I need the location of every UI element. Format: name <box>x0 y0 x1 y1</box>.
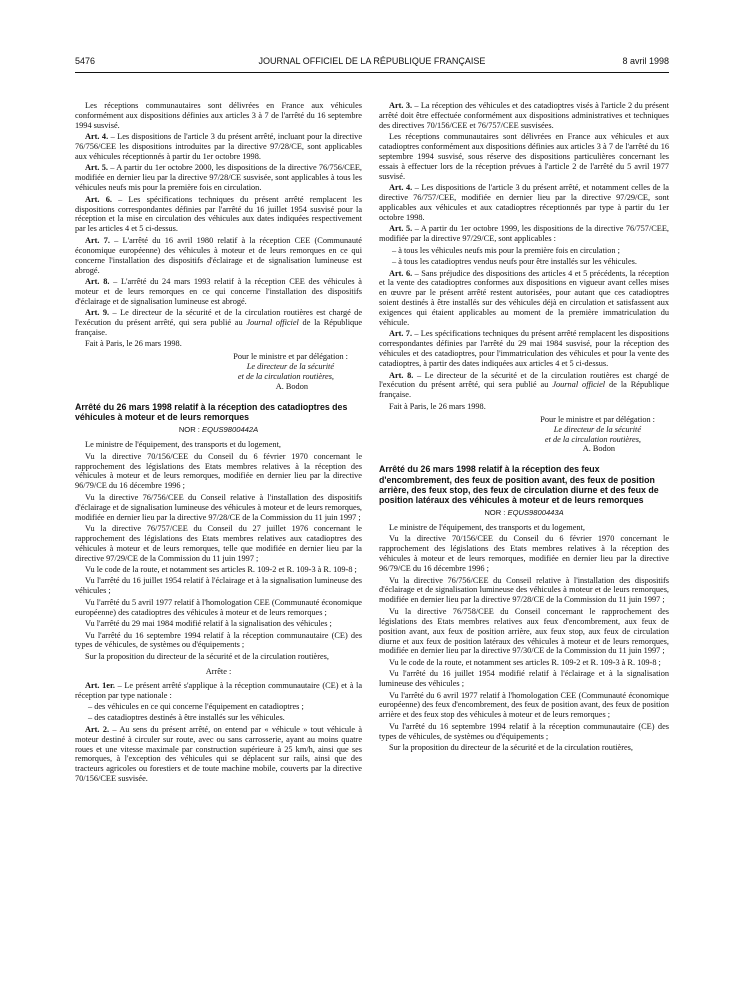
article <box>75 236 362 276</box>
paragraph: Les réceptions communautaires sont délivrées en France aux véhicules et aux catadioptres conformément aux dispositions définies aux articles 3 à 7 de l'arrêté du 16 septembre 1994 susvisé, sous réserve des dispositions particulières concernant les essais à effectuer lors de la réception prévues à l'article 2 de l'arrêté du 5 avril 1977 susvisé. <box>379 132 669 181</box>
visa: Vu l'arrêté du 5 avril 1977 relatif à l'homologation CEE (Communauté économique européenne) des catadioptres des véhicules à moteur et de leurs remorques ; <box>75 597 362 617</box>
nor-reference <box>379 508 669 518</box>
visa: Vu l'arrêté du 29 mai 1984 modifié relatif à la signalisation des véhicules ; <box>85 619 332 629</box>
visa: Vu la directive 70/156/CEE du Conseil du 6 février 1970 concernant le rapprochement des législations des Etats membres relatives à la réception des véhicules à moteur et de leurs remorques, modifiée en dernier lieu par la directive 96/79/CE du 16 décembre 1996 ; <box>75 451 362 491</box>
visa: Sur la proposition du directeur de la sécurité et de la circulation routières, <box>85 651 329 661</box>
signature-line: Le directeur de la sécurité <box>553 424 641 434</box>
article <box>75 163 362 193</box>
article <box>379 371 669 401</box>
visa: Vu l'arrêté du 16 juillet 1954 modifié relatif à l'éclairage et à la signalisation lumineuse des véhicules ; <box>379 669 669 689</box>
article-label: Art. 4. <box>85 132 109 142</box>
nor-code: EQUS9800443A <box>507 508 564 518</box>
right-column <box>379 101 669 754</box>
journal-title: JOURNAL OFFICIEL DE LA RÉPUBLIQUE FRANÇAISE <box>258 56 486 66</box>
article-text: – A partir du 1er octobre 2000, les dispositions de la directive 76/756/CEE, modifiée en dernier lieu par la directive 97/28/CE susvisée, sont applicables à tous les véhicules neufs mis pour la première fois en circulation. <box>75 163 362 193</box>
article-text: – Les dispositions de l'article 3 du présent arrêté, et notamment celles de la directive 76/757/CEE, modifiée en dernier lieu par la directive 97/29/CE, sont applicables aux véhicules et aux catadioptres réceptionnés par type à partir du 1er octobre 1998. <box>379 183 669 222</box>
visa: Vu l'arrêté du 6 avril 1977 relatif à l'homologation CEE (Communauté économique européenne) des feux d'encombrement, des feux de position avant, des feux de position arrière et des feux stop des véhicules à moteur et de leurs remorques ; <box>379 690 669 720</box>
article-text: de la République française. <box>379 380 669 400</box>
visa: Sur la proposition du directeur de la sécurité et de la circulation routières, <box>389 743 633 753</box>
signature-line: et de la circulation routières, <box>237 372 334 382</box>
arrete-heading: Arrête : <box>205 666 232 676</box>
signature-line: Le directeur de la sécurité <box>246 362 334 372</box>
article <box>75 195 362 235</box>
visa: Vu la directive 76/756/CEE du Conseil relative à l'installation des dispositifs d'éclairage et de signalisation lumineuse des véhicules à moteur et de leurs remorques, modifiée en dernier lieu par la directive 97/28/CE de la Commission du 11 juin 1997 ; <box>75 492 362 522</box>
article <box>379 101 669 131</box>
nor-reference <box>75 425 362 435</box>
article <box>379 183 669 223</box>
article-text: – A partir du 1er octobre 1999, les dispositions de la directive 76/757/CEE, modifiée par la directive 97/29/CE, sont applicables : <box>379 224 670 244</box>
signature-place-date: Fait à Paris, le 26 mars 1998. <box>389 401 486 411</box>
article-label: Art. 1er. <box>85 680 115 690</box>
journal-name: Journal officiel <box>552 380 606 390</box>
visa: Vu la directive 70/156/CEE du Conseil du 6 février 1970 concernant le rapprochement des législations des Etats membres relatives à la réception des véhicules à moteur et de leurs remorques, modifiée en dernier lieu par la directive 96/79/CE du 16 décembre 1996 ; <box>379 534 669 574</box>
nor-label: NOR : <box>178 425 203 435</box>
article <box>75 132 362 162</box>
decree-title: Arrêté du 26 mars 1998 relatif à la réception des catadioptres des véhicules à moteur et de leurs remorques <box>75 401 348 423</box>
visa: Vu le code de la route, et notamment ses articles R. 109-2 et R. 109-3 à R. 109-8 ; <box>389 657 661 667</box>
article-label: Art. 5. <box>85 163 109 173</box>
page-number: 5476 <box>75 56 96 66</box>
article <box>379 329 669 369</box>
visa: Vu le code de la route, et notamment ses articles R. 109-2 et R. 109-3 à R. 109-8 ; <box>85 565 357 575</box>
article-text: – Les dispositions de l'article 3 du présent arrêté, incluant pour la directive 76/756/CEE les dispositions introduites par la directive 97/28/CE, sont applicables aux véhicules réceptionnés à partir du 1er octobre 1998. <box>75 132 362 162</box>
article-label: Art. 9. <box>85 308 110 318</box>
visa: Le ministre de l'équipement, des transports et du logement, <box>85 440 281 450</box>
article-label: Art. 2. <box>85 724 110 734</box>
article-label: Art. 3. <box>389 101 413 110</box>
article-text: – Les spécifications techniques du présent arrêté remplacent les dispositions correspondantes définies par l'arrêté du 29 mai 1984 susvisé, pour la réception des véhicules et des catadioptres, pour l'immatriculation des véhicules et pour la vente des catadioptres, à partir des dates indiquées aux articles 4 et 5 ci-dessus. <box>379 329 669 369</box>
article-text: – Les spécifications techniques du présent arrêté remplacent les dispositions correspondantes définies par l'arrêté du 16 juillet 1954 susvisé pour la réception et la mise en circulation des véhicules aux dates indiquées respectivement par les articles 4 et 5 ci-dessus. <box>75 194 362 234</box>
signatory-name: A. Bodon <box>582 444 615 454</box>
signature-line: Pour le ministre et par délégation : <box>540 414 655 424</box>
signature-line: Pour le ministre et par délégation : <box>233 352 348 362</box>
article <box>379 269 669 328</box>
article-text: – Au sens du présent arrêté, on entend par « véhicule » tout véhicule à moteur destiné à circuler sur route, avec ou sans carrosserie, ayant au moins quatre roues et une vitesse maximale par construction supérieure à 25 km/h, ainsi que ses remorques, à l'exception des véhicules qui se déplacent sur rails, ainsi que des tracteurs agricoles ou forestiers et de toute machine mobile, couverts par la directive 70/156/CEE susvisée. <box>75 724 363 784</box>
decree-title: Arrêté du 26 mars 1998 relatif à la réception des feux d'encombrement, des feux de position avant, des feux de position arrière, des feux stop, des feux de circulation diurne et des feux de position latéraux des véhicules à moteur et de leurs remorques <box>379 464 659 505</box>
article <box>75 681 362 701</box>
paragraph: Les réceptions communautaires sont délivrées en France aux véhicules conformément aux dispositions définies aux articles 3 à 7 de l'arrêté du 16 septembre 1994 susvisé. <box>75 101 362 130</box>
article-label: Art. 4. <box>389 183 413 193</box>
article <box>75 277 362 307</box>
article-text: de la République française. <box>75 318 362 337</box>
article-text: – L'arrêté du 16 avril 1980 relatif à la réception CEE (Communauté économique européenne) des véhicules à moteur et de leurs remorques en ce qui concerne l'installation des dispositifs d'éclairage et de signalisation lumineuse est abrogé. <box>75 235 362 275</box>
journal-name: Journal officiel <box>246 318 299 328</box>
article-label: Art. 7. <box>85 235 110 245</box>
list-item: – à tous les catadioptres vendus neufs pour être installés sur les véhicules. <box>392 257 637 267</box>
article-text: – Le directeur de la sécurité et de la circulation routières est chargé de l'exécution du présent arrêté, qui sera publié au <box>75 308 362 328</box>
list-item: – à tous les véhicules neufs mis pour la première fois en circulation ; <box>392 245 620 255</box>
signatory-name: A. Bodon <box>275 381 308 391</box>
article-text: – L'arrêté du 24 mars 1993 relatif à la réception CEE des véhicules à moteur et de leurs remorques en ce qui concerne l'installation des dispositifs d'éclairage et de signalisation lumineuse est abrogé. <box>75 276 362 306</box>
nor-label: NOR : <box>484 508 508 518</box>
article-label: Art. 8. <box>85 276 110 286</box>
signature-block <box>379 415 669 455</box>
article-label: Art. 7. <box>389 329 413 339</box>
article <box>75 308 362 338</box>
article-text: – La réception des véhicules et des catadioptres visés à l'article 2 du présent arrêté doit être effectuée conformément aux dispositions administratives et techniques des directives 70/156/CEE et 76/757/CEE susvisées. <box>379 101 669 130</box>
article-label: Art. 8. <box>389 370 414 380</box>
issue-date: 8 avril 1998 <box>622 56 669 66</box>
signature-line: et de la circulation routières, <box>544 434 641 444</box>
visa: Vu l'arrêté du 16 septembre 1994 relatif à la réception communautaire (CE) des types de véhicules, de systèmes ou d'équipements ; <box>379 721 669 741</box>
article-label: Art. 6. <box>389 268 413 278</box>
visa: Vu la directive 76/758/CEE du Conseil concernant le rapprochement des législations des Etats membres relatives aux feux d'encombrement, aux feux de position avant, aux feux de position arrière, aux feux stop, aux feux de circulation diurne et aux feux de position latéraux des véhicules à moteur et de leurs remorques, modifiée en dernier lieu par la directive 97/30/CE de la Commission du 11 juin 1997 ; <box>379 606 669 656</box>
visa: Vu l'arrêté du 16 septembre 1994 relatif à la réception communautaire (CE) des types de véhicules, de systèmes ou d'équipements ; <box>75 630 362 650</box>
visa: Vu l'arrêté du 16 juillet 1954 relatif à l'éclairage et à la signalisation lumineuse des véhicules ; <box>75 576 362 596</box>
nor-code: EQUS9800442A <box>202 425 259 435</box>
header-rule <box>75 72 669 73</box>
page-header <box>75 56 669 70</box>
signature-place-date: Fait à Paris, le 26 mars 1998. <box>85 339 182 349</box>
article-label: Art. 5. <box>389 224 413 234</box>
article <box>379 224 669 244</box>
visa: Vu la directive 76/756/CEE du Conseil relative à l'installation des dispositifs d'éclairage et de signalisation lumineuse des véhicules à moteur et de leurs remorques, modifiée en dernier lieu par la directive 97/28/CE de la Commission du 11 juin 1997 ; <box>379 575 669 605</box>
left-column <box>75 101 362 786</box>
signature-block <box>75 352 362 392</box>
visa: Le ministre de l'équipement, des transports et du logement, <box>389 523 585 533</box>
article-label: Art. 6. <box>85 194 112 204</box>
article-text: – Le directeur de la sécurité et de la circulation routières est chargé de l'exécution du présent arrêté, qui sera publié au <box>379 370 670 390</box>
list-item: – des catadioptres destinés à être installés sur les véhicules. <box>88 713 285 723</box>
article-text: – Sans préjudice des dispositions des articles 4 et 5 précédents, la réception et la vente des catadioptres conformes aux dispositions en vigueur avant celles mises en œuvre par le présent arrêté restent autorisées, pour autant que ces catadioptres soient destinés à être installés sur des véhicules déjà en circulation et satisfassent aux exigences qui étaient applicables au moment de la première immatriculation du véhicule. <box>379 268 670 328</box>
article-text: – Le présent arrêté s'applique à la réception communautaire (CE) et à la réception par type nationale : <box>75 680 362 700</box>
visa: Vu la directive 76/757/CEE du Conseil du 27 juillet 1976 concernant le rapprochement des législations des Etats membres relatives aux catadioptres des véhicules à moteur et de leurs remorques, telle que modifiée en dernier lieu par la directive 97/29/CE de la Commission du 11 juin 1997 ; <box>75 523 362 563</box>
article <box>75 725 362 784</box>
list-item: – des véhicules en ce qui concerne l'équipement en catadioptres ; <box>88 701 304 711</box>
